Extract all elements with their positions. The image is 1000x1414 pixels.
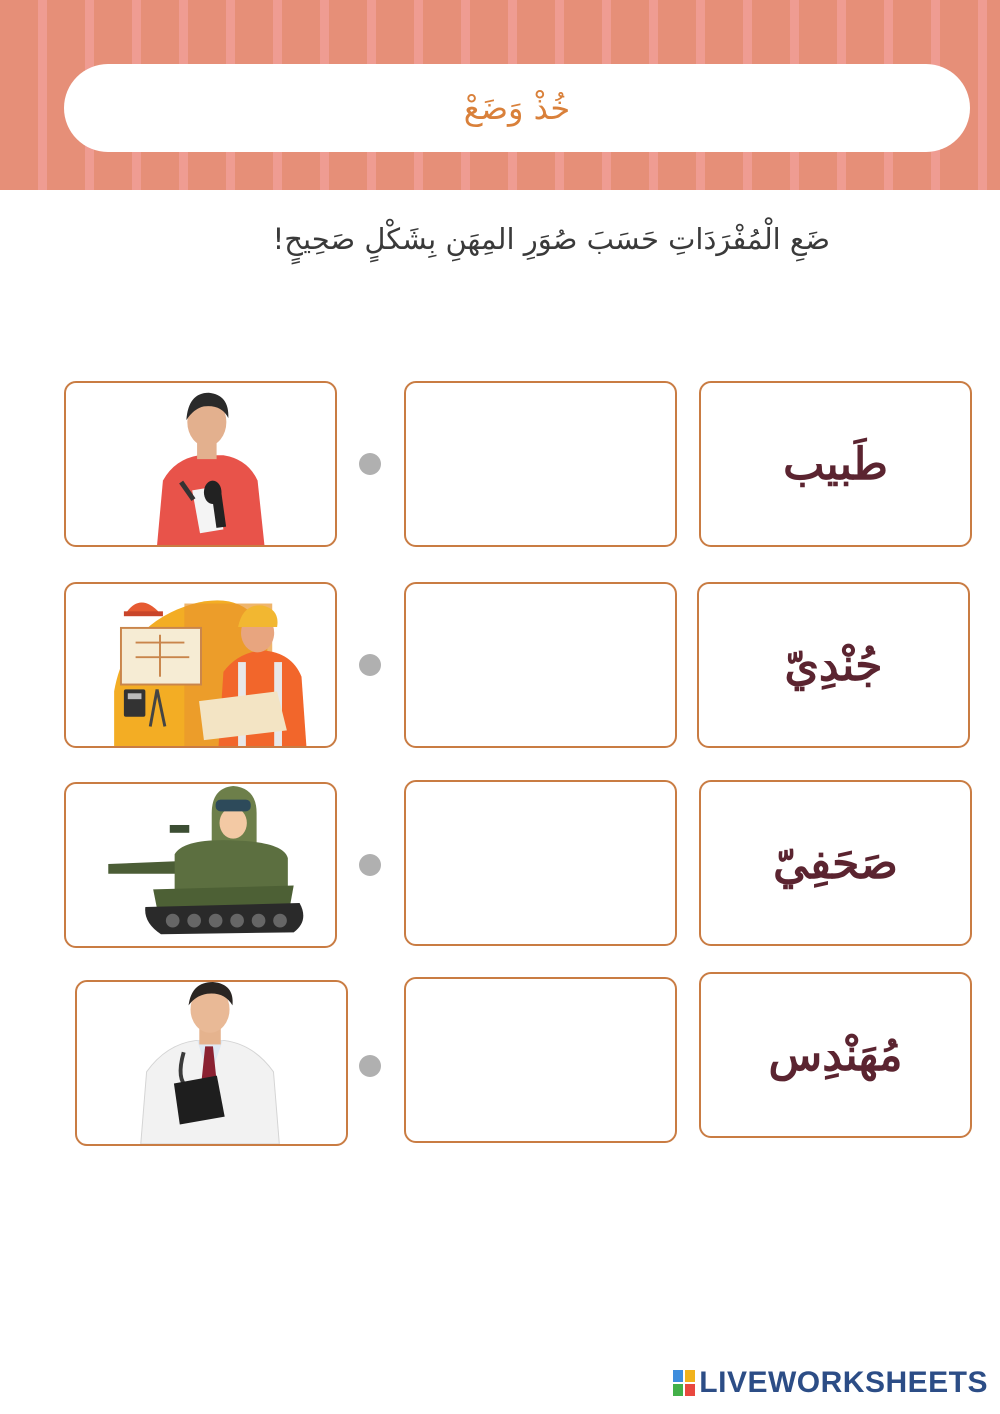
page-title: خُذْ وَضَعْ (463, 89, 571, 127)
brand-name: LIVEWORKSHEETS (699, 1366, 988, 1399)
word-label: طَبيب (783, 438, 888, 490)
match-dot[interactable] (359, 1055, 381, 1077)
word-label: صَحَفِيّ (773, 837, 898, 889)
word-card[interactable] (697, 582, 970, 748)
word-label: مُهَنْدِس (768, 1029, 903, 1081)
answer-drop-box[interactable] (404, 582, 677, 748)
word-card[interactable] (699, 780, 972, 946)
engineer-image (64, 582, 337, 748)
match-dot[interactable] (359, 854, 381, 876)
answer-drop-box[interactable] (404, 780, 677, 946)
doctor-image (75, 980, 348, 1146)
journalist-image (64, 381, 337, 547)
word-card[interactable] (699, 972, 972, 1138)
answer-drop-box[interactable] (404, 381, 677, 547)
liveworksheets-logo-icon (673, 1370, 695, 1396)
soldier-tank-image (64, 782, 337, 948)
title-pill (64, 64, 970, 152)
word-label: جُنْدِيّ (784, 639, 883, 691)
brand-logo (673, 1366, 988, 1400)
word-card[interactable] (699, 381, 972, 547)
instruction-text: ضَعِ الْمُفْرَدَاتِ حَسَبَ صُوَرِ المِهَنِ بِشَكْلٍ صَحِيحٍ! (272, 222, 830, 256)
answer-drop-box[interactable] (404, 977, 677, 1143)
match-dot[interactable] (359, 654, 381, 676)
match-dot[interactable] (359, 453, 381, 475)
